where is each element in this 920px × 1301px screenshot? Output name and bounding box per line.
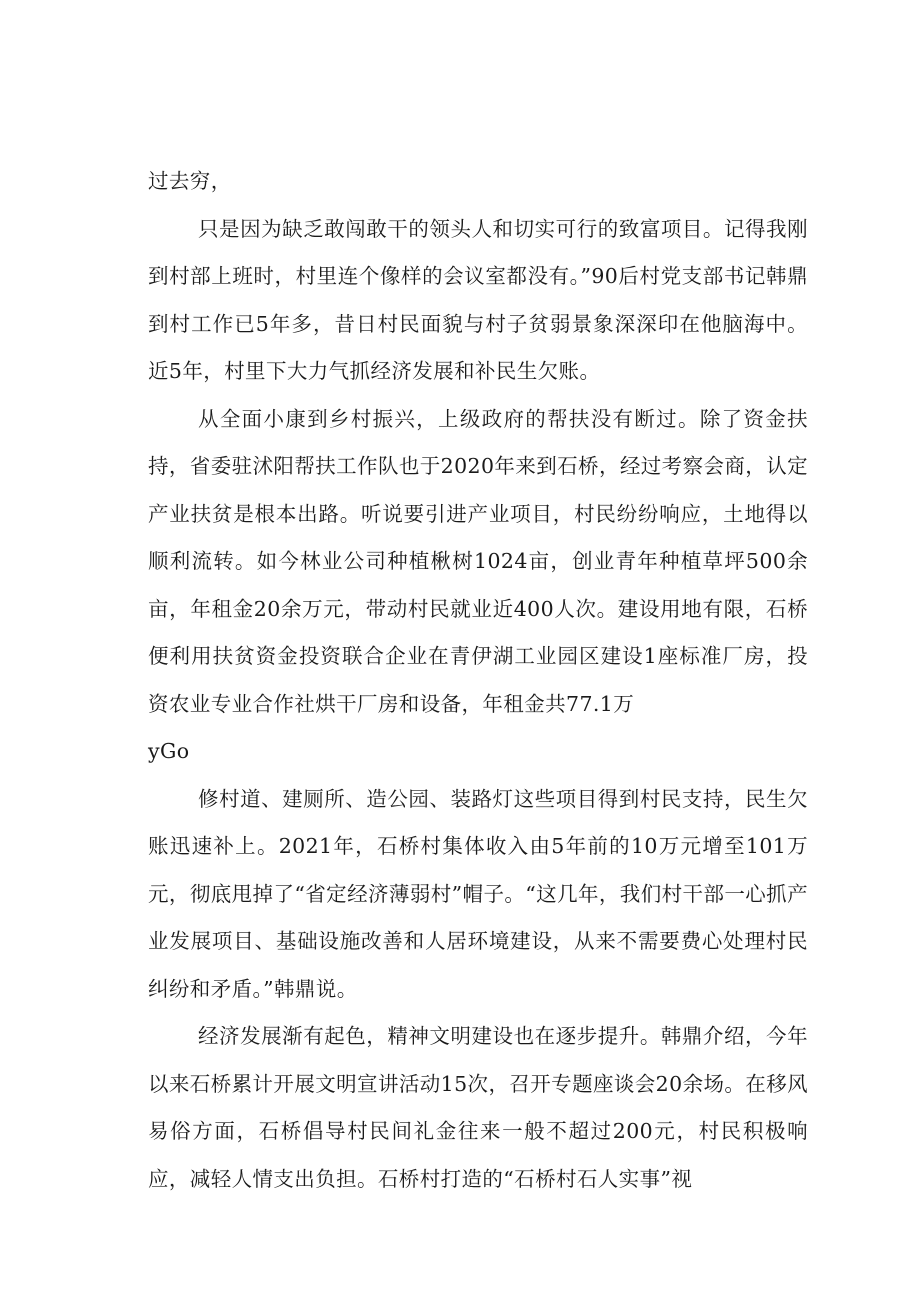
paragraph-infrastructure-income: 修村道、建厕所、造公园、装路灯这些项目得到村民支持，民生欠账迅速补上。2021年，石桥村集体收入由5年前的10万元增至101万元，彻底甩掉了“省定经济薄弱村”帽子。“这几年，我们村干部一心抓产业发展项目、基础设施改善和人居环境建设，从来不需要费心处理村民纠纷和矛盾。”韩鼎说。 — [148, 786, 808, 1001]
article-body — [148, 158, 808, 1203]
paragraph-industrial-assistance: 从全面小康到乡村振兴，上级政府的帮扶没有断过。除了资金扶持，省委驻沭阳帮扶工作队也于2020年来到石桥，经过考察会商，认定产业扶贫是根本出路。听说要引进产业项目，村民纷纷响应，土地得以顺利流转。如今林业公司种植楸树1024亩，创业青年种植草坪500余亩，年租金20余万元，带动村民就业近400人次。建设用地有限，石桥便利用扶贫资金投资联合企业在青伊湖工业园区建设1座标准厂房，投资农业专业合作社烘干厂房和设备，年租金共77.1万 — [148, 406, 808, 716]
paragraph-garbled-fragment: yGo — [148, 739, 190, 763]
paragraph-village-secretary-quote: 只是因为缺乏敢闯敢干的领头人和切实可行的致富项目。记得我刚到村部上班时，村里连个像样的会议室都没有。”90后村党支部书记韩鼎到村工作已5年多，昔日村民面貌与村子贫弱景象深深印在他脑海中。近5年，村里下大力气抓经济发展和补民生欠账。 — [148, 216, 808, 383]
paragraph-spiritual-civilization: 经济发展渐有起色，精神文明建设也在逐步提升。韩鼎介绍，今年以来石桥累计开展文明宣讲活动15次，召开专题座谈会20余场。在移风易俗方面，石桥倡导村民间礼金往来一般不超过200元，村民积极响应，减轻人情支出负担。石桥村打造的“石桥村石人实事”视 — [148, 1024, 808, 1191]
paragraph-opening-fragment: 过去穷， — [148, 169, 232, 193]
